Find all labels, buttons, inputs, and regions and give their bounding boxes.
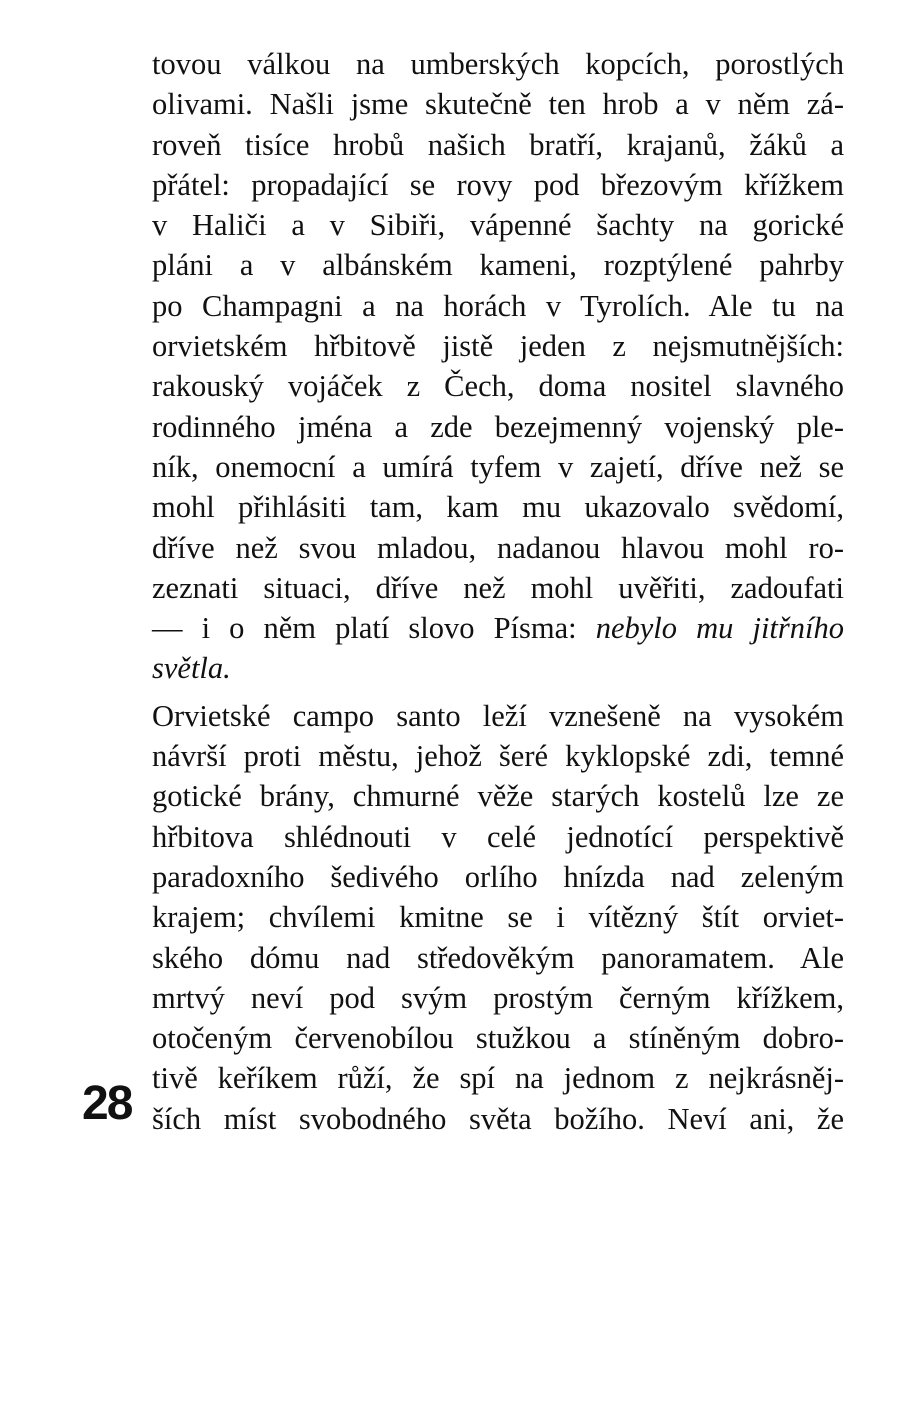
text-line: pláni a v albánském kameni, rozptýlené pahrby bbox=[152, 248, 844, 283]
text-line: přátel: propadající se rovy pod březovým křížkem bbox=[152, 167, 844, 202]
text-line: hřbitova shlédnouti v celé jednotící perspektivě bbox=[152, 819, 844, 854]
text-line: rakouský vojáček z Čech, doma nositel slavného bbox=[152, 369, 844, 404]
text-line: olivami. Našli jsme skutečně ten hrob a v něm zá- bbox=[152, 87, 844, 122]
text-line: zeznati situaci, dříve než mohl uvěřiti, zadoufati bbox=[152, 570, 844, 605]
text-line: mohl přihlásiti tam, kam mu ukazovalo svědomí, bbox=[152, 490, 844, 525]
text-line: po Champagni a na horách v Tyrolích. Ale tu na bbox=[152, 288, 844, 323]
text-line: návrší proti městu, jehož šeré kyklopské zdi, temné bbox=[152, 739, 844, 774]
text-line: dříve než svou mladou, nadanou hlavou mohl ro- bbox=[152, 530, 844, 565]
text-line: rodinného jména a zde bezejmenný vojenský ple- bbox=[152, 409, 844, 444]
text-line: roveň tisíce hrobů našich bratří, krajanů, žáků a bbox=[152, 127, 844, 162]
text-line: krajem; chvílemi kmitne se i vítězný štít orviet- bbox=[152, 900, 844, 935]
paragraph-1 bbox=[152, 44, 844, 689]
text-line: ník, onemocní a umírá tyfem v zajetí, dříve než se bbox=[152, 449, 844, 484]
text-line: paradoxního šedivého orlího hnízda nad zeleným bbox=[152, 859, 844, 894]
scripture-quote: nebylo mu jitřního bbox=[595, 611, 844, 646]
text-line: tivě keříkem růží, že spí na jednom z nejkrásněj- bbox=[152, 1061, 844, 1096]
text-line: mrtvý neví pod svým prostým černým křížkem, bbox=[152, 980, 844, 1015]
text-line: gotické brány, chmurné věže starých kostelů lze ze bbox=[152, 779, 844, 814]
text-line: v Haliči a v Sibiři, vápenné šachty na gorické bbox=[152, 208, 844, 243]
page-body-text bbox=[152, 44, 844, 1139]
text-line: tovou válkou na umberských kopcích, porostlých bbox=[152, 47, 844, 81]
scripture-quote-end: světla. bbox=[152, 651, 231, 686]
page-number: 28 bbox=[82, 1077, 132, 1130]
quote-intro: — i o něm platí slovo Písma: bbox=[152, 611, 596, 646]
quote-last-line bbox=[152, 648, 844, 688]
text-line: orvietském hřbitově jistě jeden z nejsmutnějších: bbox=[152, 329, 844, 364]
text-line: ších míst svobodného světa božího. Neví ani, že bbox=[152, 1101, 844, 1136]
text-line: ského dómu nad středověkým panoramatem. Ale bbox=[152, 940, 844, 975]
text-line: Orvietské campo santo leží vznešeně na vysokém bbox=[152, 698, 844, 733]
paragraph-2 bbox=[152, 696, 844, 1139]
quote-line bbox=[152, 608, 844, 648]
text-line: otočeným červenobílou stužkou a stíněným dobro- bbox=[152, 1021, 844, 1056]
